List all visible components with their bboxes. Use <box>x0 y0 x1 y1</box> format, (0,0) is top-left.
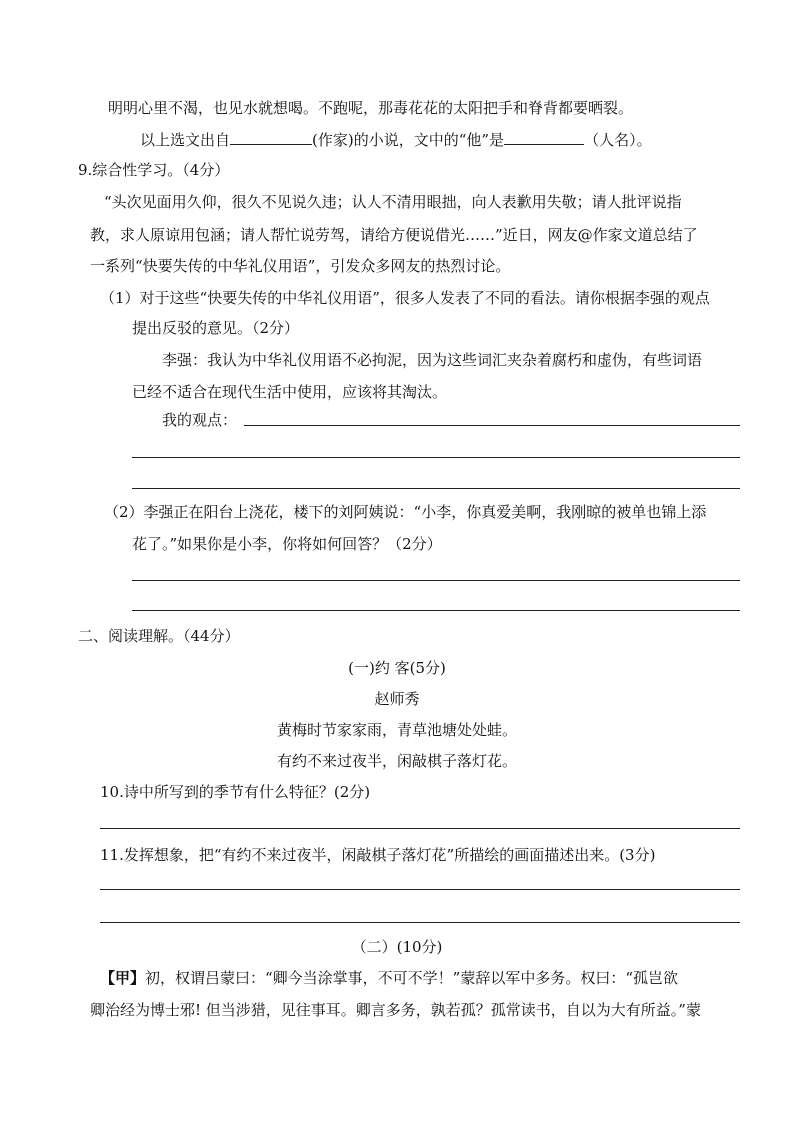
answer-line[interactable] <box>132 457 740 458</box>
passage-jia-line: 卿治经为博士邪! 但当涉猎，见往事耳。卿言多务，孰若孤？孤常读书，自以为大有所益。”蒙 <box>90 1001 701 1019</box>
section-2-heading: 二、阅读理解。（44分） <box>78 627 240 645</box>
question-8-blank-line <box>140 130 652 150</box>
text-segment: 以上选文出自 <box>140 131 231 149</box>
answer-line[interactable] <box>132 580 740 581</box>
paragraph-line: 一系列“快要失传的中华礼仪用语”，引发众多网友的热烈讨论。 <box>90 257 511 275</box>
name-blank[interactable] <box>504 130 584 145</box>
poem-line: 黄梅时节家家雨，青草池塘处处蛙。 <box>276 721 517 739</box>
text-segment: (作家)的小说，文中的“他”是 <box>312 131 505 149</box>
poem-author: 赵师秀 <box>374 690 420 708</box>
poem-title: (一)约 客(5分) <box>348 659 446 677</box>
answer-line[interactable] <box>132 488 740 489</box>
question-10: 10.诗中所写到的季节有什么特征？(2分) <box>100 783 371 801</box>
answer-line[interactable] <box>132 610 740 611</box>
paragraph-line: 教，求人原谅用包涵；请人帮忙说劳驾，请给方便说借光……”近日，网友@作家文道总结了 <box>90 226 698 244</box>
answer-line[interactable] <box>100 889 740 890</box>
passage-jia-tag: 【甲】 <box>100 969 146 987</box>
paragraph-line: “头次见面用久仰，很久不见说久违；认人不清用眼拙，向人表歉用失敬；请人批评说指 <box>104 193 682 211</box>
text-line: 明明心里不渴，也见水就想喝。不跑呢，那毒花花的太阳把手和脊背都要晒裂。 <box>108 99 634 117</box>
text-segment: （人名）。 <box>584 131 652 149</box>
question-9-title: 9.综合性学习。（4分） <box>78 161 230 179</box>
question-11: 11.发挥想象，把“有约不来过夜半，闲敲棋子落灯花”所描绘的画面描述出来。(3分) <box>100 846 656 864</box>
passage-jia-line <box>100 968 678 988</box>
author-blank[interactable] <box>230 130 312 145</box>
poem-line: 有约不来过夜半，闲敲棋子落灯花。 <box>276 752 517 770</box>
subquestion-1: （1）对于这些“快要失传的中华礼仪用语”，很多人发表了不同的看法。请你根据李强的观点 <box>100 289 710 307</box>
passage-text: 初，权谓吕蒙曰：“卿今当涂掌事，不可不学！”蒙辞以军中多务。权曰：“孤岂欲 <box>145 969 679 987</box>
answer-line[interactable] <box>244 425 740 426</box>
answer-line[interactable] <box>100 922 740 923</box>
subquestion-1-cont: 提出反驳的意见。（2分） <box>132 319 300 337</box>
li-qiang-quote-cont: 已经不适合在现代生活中使用，应该将其淘汰。 <box>132 383 448 401</box>
answer-line[interactable] <box>100 828 740 829</box>
subquestion-2: （2）李强正在阳台上浇花，楼下的刘阿姨说：“小李，你真爱美啊，我刚晾的被单也锦上添 <box>104 503 707 521</box>
my-view-label: 我的观点： <box>162 411 238 429</box>
li-qiang-quote: 李强：我认为中华礼仪用语不必拘泥，因为这些词汇夹杂着腐朽和虚伪，有些词语 <box>162 351 703 369</box>
subquestion-2-cont: 花了。”如果你是小李，你将如何回答？（2分） <box>132 535 442 553</box>
part-2-heading: （二）(10分) <box>351 938 443 956</box>
